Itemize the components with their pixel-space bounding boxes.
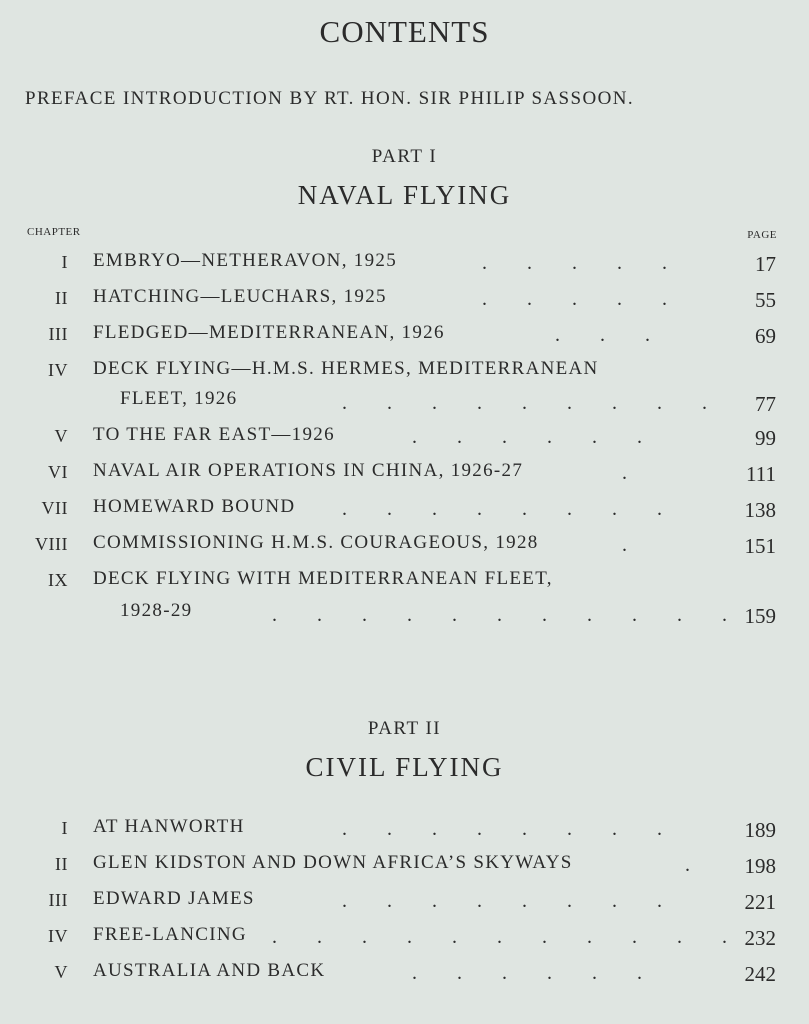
chapter-title: AUSTRALIA AND BACK — [93, 960, 326, 981]
dot-leader: . — [622, 462, 627, 484]
dot-leader: . . . . . . . . . . . — [272, 926, 727, 948]
chapter-number: VIII — [35, 534, 68, 554]
toc-entry[interactable] — [0, 960, 809, 994]
toc-entry[interactable] — [0, 424, 809, 458]
chapter-number: II — [55, 288, 68, 308]
chapter-title: GLEN KIDSTON AND DOWN AFRICA’S SKYWAYS — [93, 852, 573, 873]
chapter-title: EDWARD JAMES — [93, 888, 255, 909]
toc-entry[interactable] — [0, 532, 809, 566]
chapter-title: FLEDGED—MEDITERRANEAN, 1926 — [93, 322, 445, 343]
preface-line: PREFACE INTRODUCTION BY RT. HON. SIR PHILIP SASSOON. — [25, 88, 634, 109]
dot-leader: . . . . . . . . . . . — [272, 604, 727, 626]
dot-leader: . . . — [555, 324, 650, 346]
chapter-title: AT HANWORTH — [93, 816, 245, 837]
dot-leader: . . . . . . — [412, 962, 642, 984]
chapter-number: V — [54, 962, 68, 982]
chapter-number: IX — [48, 570, 68, 590]
dot-leader: . . . . . . . . — [342, 890, 662, 912]
chapter-number: VI — [48, 462, 68, 482]
chapter-title: TO THE FAR EAST—1926 — [93, 424, 335, 445]
chapter-number: I — [61, 252, 68, 272]
page-number: 159 — [744, 604, 776, 628]
dot-leader: . . . . . . . . . — [342, 392, 707, 414]
chapter-number: I — [61, 818, 68, 838]
chapter-number: V — [54, 426, 68, 446]
dot-leader: . . . . . — [482, 252, 667, 274]
toc-entry[interactable] — [0, 358, 809, 422]
chapter-number: II — [55, 854, 68, 874]
toc-entry[interactable] — [0, 460, 809, 494]
dot-leader: . . . . . . . . — [342, 818, 662, 840]
toc-entry[interactable] — [0, 816, 809, 850]
chapter-number: III — [48, 890, 68, 910]
toc-entry[interactable] — [0, 286, 809, 320]
toc-entry[interactable] — [0, 888, 809, 922]
chapter-heading: CHAPTER — [27, 226, 81, 238]
page-number: 221 — [744, 890, 776, 914]
page-number: 151 — [744, 534, 776, 558]
chapter-title-continued: 1928-29 — [120, 600, 193, 621]
page-number: 198 — [744, 854, 776, 878]
chapter-title: EMBRYO—NETHERAVON, 1925 — [93, 250, 398, 271]
page-number: 138 — [744, 498, 776, 522]
dot-leader: . . . . . — [482, 288, 667, 310]
dot-leader: . . . . . . . . — [342, 498, 662, 520]
toc-entry[interactable] — [0, 924, 809, 958]
chapter-title: FREE-LANCING — [93, 924, 247, 945]
page-number: 242 — [744, 962, 776, 986]
chapter-title: DECK FLYING WITH MEDITERRANEAN FLEET, — [93, 568, 553, 589]
page-number: 111 — [746, 462, 776, 486]
chapter-number: III — [48, 324, 68, 344]
page-number: 232 — [744, 926, 776, 950]
chapter-title-continued: FLEET, 1926 — [120, 388, 238, 409]
chapter-title: COMMISSIONING H.M.S. COURAGEOUS, 1928 — [93, 532, 539, 553]
page-title: CONTENTS — [319, 14, 490, 49]
part-1-label: PART I — [371, 146, 438, 167]
chapter-title: DECK FLYING—H.M.S. HERMES, MEDITERRANEAN — [93, 358, 599, 379]
chapter-title: HATCHING—LEUCHARS, 1925 — [93, 286, 387, 307]
part-2-label: PART II — [367, 718, 442, 739]
page-number: 17 — [755, 252, 776, 276]
toc-entry[interactable] — [0, 852, 809, 886]
dot-leader: . — [685, 854, 690, 876]
part-1-title: NAVAL FLYING — [297, 180, 512, 210]
toc-entry[interactable] — [0, 250, 809, 284]
toc-entry[interactable] — [0, 568, 809, 632]
chapter-number: IV — [48, 926, 68, 946]
page-number: 189 — [744, 818, 776, 842]
toc-entry[interactable] — [0, 322, 809, 356]
page-number: 99 — [755, 426, 776, 450]
page-number: 77 — [755, 392, 776, 416]
toc-entry[interactable] — [0, 496, 809, 530]
part-2-title: CIVIL FLYING — [305, 752, 504, 782]
dot-leader: . . . . . . — [412, 426, 642, 448]
page-number: 55 — [755, 288, 776, 312]
page-number: 69 — [755, 324, 776, 348]
chapter-title: HOMEWARD BOUND — [93, 496, 296, 517]
chapter-number: IV — [48, 360, 68, 380]
chapter-title: NAVAL AIR OPERATIONS IN CHINA, 1926-27 — [93, 460, 524, 481]
dot-leader: . — [622, 534, 627, 556]
page-heading: PAGE — [747, 229, 777, 241]
chapter-number: VII — [41, 498, 68, 518]
